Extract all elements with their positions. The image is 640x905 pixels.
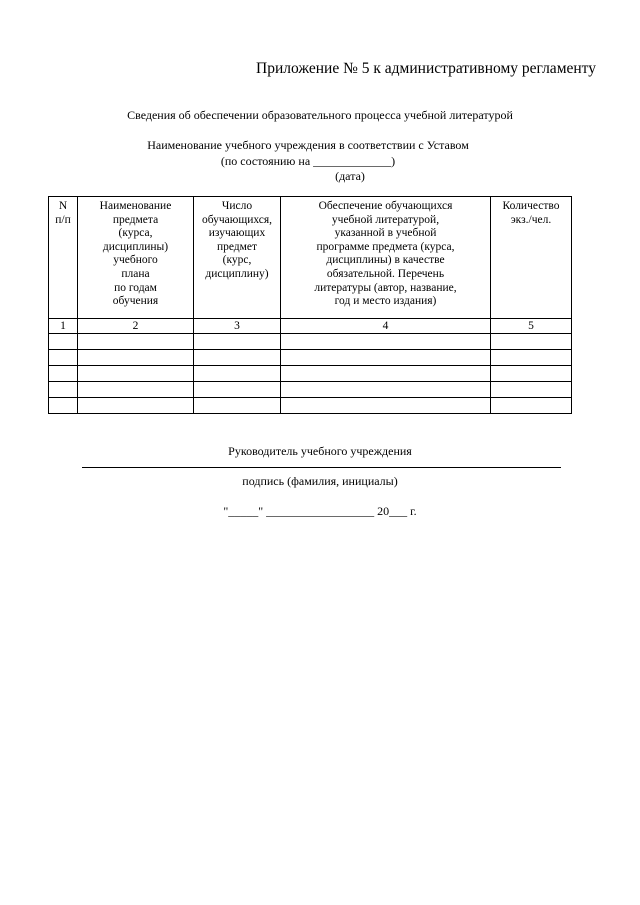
col-header-number: N п/п xyxy=(49,197,78,319)
table-cell xyxy=(281,382,491,398)
appendix-title: Приложение № 5 к административному регламенту xyxy=(256,60,596,77)
head-of-institution-label: Руководитель учебного учреждения xyxy=(228,444,412,458)
table-row xyxy=(49,398,572,414)
col-header-students: Число обучающихся, изучающих предмет (курс, дисциплину) xyxy=(194,197,281,319)
table-cell xyxy=(281,334,491,350)
table-cell xyxy=(194,398,281,414)
signature-line xyxy=(82,467,561,468)
column-number-row xyxy=(49,319,572,334)
table-cell xyxy=(78,350,194,366)
table-cell xyxy=(491,382,572,398)
table-cell xyxy=(194,350,281,366)
table-cell xyxy=(491,350,572,366)
col-header-subject: Наименование предмета (курса, дисциплины) учебного плана по годам обучения xyxy=(78,197,194,319)
column-number: 4 xyxy=(281,319,491,334)
institution-line: Наименование учебного учреждения в соответствии с Уставом xyxy=(147,138,469,152)
table-cell xyxy=(49,382,78,398)
table-cell xyxy=(491,398,572,414)
table-row xyxy=(49,382,572,398)
table-row xyxy=(49,334,572,350)
col-header-literature: Обеспечение обучающихся учебной литературой, указанной в учебной программе предмета (курса, дисциплины) в качестве обязательной. Перечень литературы (автор, название, год и место издания) xyxy=(281,197,491,319)
table-cell xyxy=(281,366,491,382)
column-number: 5 xyxy=(491,319,572,334)
date-hint: (дата) xyxy=(335,169,365,183)
table-cell xyxy=(194,366,281,382)
table-cell xyxy=(194,382,281,398)
column-number: 1 xyxy=(49,319,78,334)
table-cell xyxy=(78,334,194,350)
table-row xyxy=(49,366,572,382)
table-header-row xyxy=(49,197,572,319)
column-number: 2 xyxy=(78,319,194,334)
table-cell xyxy=(491,334,572,350)
table-cell xyxy=(281,350,491,366)
table-row xyxy=(49,350,572,366)
table-cell xyxy=(194,334,281,350)
col-header-quantity: Количество экз./чел. xyxy=(491,197,572,319)
table-cell xyxy=(49,398,78,414)
literature-table xyxy=(48,196,572,414)
table-cell xyxy=(78,398,194,414)
table-cell xyxy=(49,350,78,366)
table-cell xyxy=(491,366,572,382)
signature-caption: подпись (фамилия, инициалы) xyxy=(242,474,398,488)
as-of-line: (по состоянию на _____________) xyxy=(220,154,396,168)
signature-date-line: "_____" __________________ 20___ г. xyxy=(223,504,417,518)
table-cell xyxy=(49,334,78,350)
table-cell xyxy=(281,398,491,414)
form-title: Сведения об обеспечении образовательного процесса учебной литературой xyxy=(127,108,513,122)
table-cell xyxy=(78,382,194,398)
table-cell xyxy=(78,366,194,382)
table-cell xyxy=(49,366,78,382)
column-number: 3 xyxy=(194,319,281,334)
